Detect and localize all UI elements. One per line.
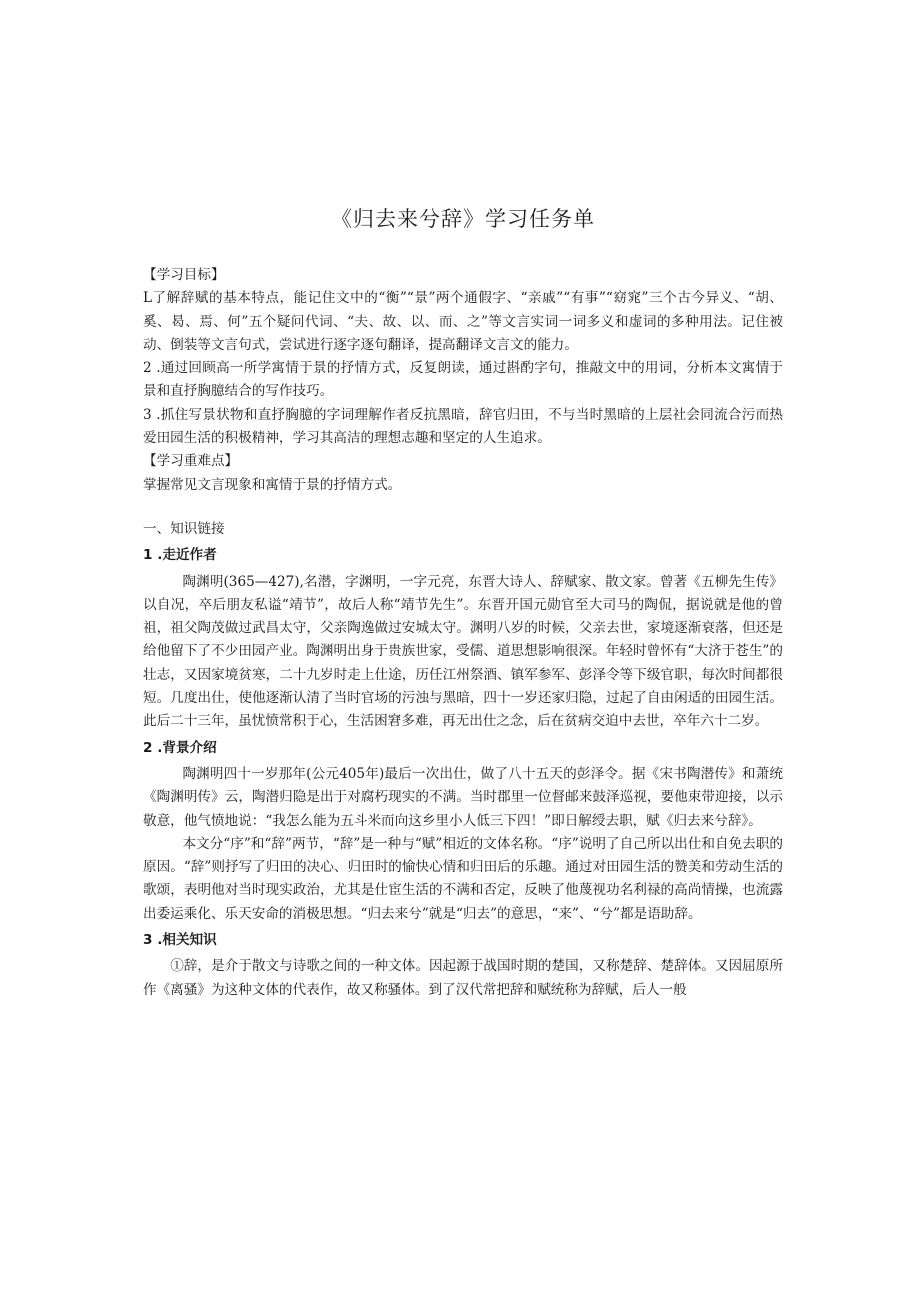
objectives-heading: 【学习目标】 — [143, 267, 225, 283]
background-para-2: 本文分“序”和“辞”两节，“辞”是一种与“赋”相近的文体名称。“序”说明了自己所以出仕和自免去职的原因。“辞”则抒写了归田的决心、归田时的愉快心情和归田后的乐趣。通过对田园生活的赞美和劳动生活的歌颂，表明他对当时现实政治，尤其是仕宦生活的不满和否定，反映了他蔑视功名利禄的高尚情操，也流露出委运乘化、乐天安命的消极思想。“归去来兮”就是“归去”的意思，“来”、“兮”都是语助辞。 — [143, 835, 783, 922]
background-para-1: 陶渊明四十一岁那年(公元405年)最后一次出仕，做了八十五天的彭泽令。据《宋书陶潜传》和萧统《陶渊明传》云，陶潜归隐是出于对腐朽现实的不满。当时郡里一位督邮来鼓泽巡视，要他束带迎接，以示敬意，他气愤地说：“我怎么能为五斗米而向这乡里小人低三下四！”即日解绶去职，赋《归去来兮辞》。 — [143, 765, 783, 829]
knowledge-heading: 一、知识链接 — [143, 520, 225, 537]
author-text: 陶渊明(365—427),名潜，字渊明，一字元亮，东晋大诗人、辞赋家、散文家。曾著《五柳先生传》以自况，卒后朋友私谥“靖节”，故后人称“靖节先生”。东晋开国元勋官至大司马的陶侃，据说就是他的曾祖，祖父陶茂做过武昌太守，父亲陶逸做过安城太守。渊明八岁的时候，父亲去世，家境逐渐衰落，但还是给他留下了不少田园产业。陶渊明出身于贵族世家，受儒、道思想影响很深。年轻时曾怀有“大济于苍生”的壮志，又因家境贫寒，二十九岁时走上仕途，历任江州祭酒、镇军参军、彭泽令等下级官职，每次时间都很短。几度出仕，使他逐渐认清了当时官场的污浊与黑暗，四十一岁还家归隐，过起了自由闲适的田园生活。此后二十三年，虽忧愤常积于心，生活困窘多难，再无出仕之念，后在贫病交迫中去世，卒年六十二岁。 — [143, 573, 783, 730]
objective-item-1: L了解辞赋的基本特点，能记住文中的“衡”“景”两个通假字、“亲戚”“有事”“窈窕”三个古今异义、“胡、奚、曷、焉、何”五个疑问代词、“夫、故、以、而、之”等文言实词一词多义和虚词的多种用法。记住被动、倒装等文言句式，尝试进行逐字逐句翻译，提高翻译文言文的能力。 — [143, 290, 783, 353]
objective-item-2: 2 .通过回顾高一所学寓情于景的抒情方式，反复朗读，通过斟酌字句，推敲文中的用词，分析本文寓情于景和直抒胸臆结合的写作技巧。 — [143, 360, 783, 400]
key-points-heading: 【学习重难点】 — [143, 453, 239, 470]
related-para-1: ①辞，是介于散文与诗歌之间的一种文体。因起源于战国时期的楚国，又称楚辞、楚辞体。又因屈原所作《离骚》为这种文体的代表作，故又称骚体。到了汉代常把辞和赋统称为辞赋，后人一般 — [143, 958, 783, 998]
objective-item-3: 3 .抓住写景状物和直抒胸臆的字词理解作者反抗黑暗，辞官归田，不与当时黑暗的上层社会同流合污而热爱田园生活的积极精神，学习其高洁的理想志趣和坚定的人生追求。 — [143, 406, 783, 447]
document-body — [143, 264, 783, 1002]
key-points-text: 掌握常见文言现象和寓情于景的抒情方式。 — [143, 476, 402, 493]
document-title: 《归去来兮辞》学习任务单 — [331, 207, 595, 231]
author-heading: 1 .走近作者 — [143, 547, 217, 564]
section-spacer — [143, 497, 783, 518]
background-heading: 2 .背景介绍 — [143, 739, 217, 756]
related-heading: 3 .相关知识 — [143, 932, 217, 949]
